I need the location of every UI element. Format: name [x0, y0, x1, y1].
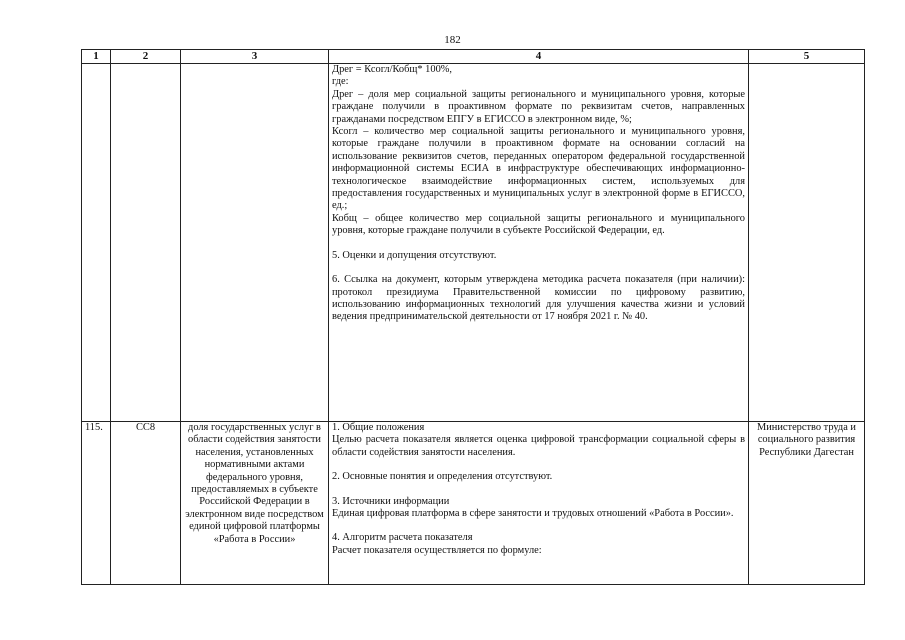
- header-col-3: 3: [181, 50, 329, 64]
- section-4-title: 4. Алгоритм расчета показателя: [332, 532, 473, 544]
- definition-dreg: Дрег – доля мер социальной защиты регионального и муниципального уровня, которые граждане получили в проактивном формате по реквизитам счетов, направленных гражданами посредством ЕПГУ в ЕГИССО в электронном виде, %;: [332, 88, 745, 125]
- definition-kobsch: Кобщ – общее количество мер социальной защиты регионального и муниципального уровня, которые граждане получили в субъекте Российской Федерации, ед.: [332, 212, 745, 237]
- section-2: 2. Основные понятия и определения отсутствуют.: [332, 471, 553, 483]
- header-row: [82, 50, 865, 64]
- where-line: где:: [332, 76, 349, 88]
- cell-code: СС8: [111, 422, 181, 585]
- section-3-text: Единая цифровая платформа в сфере занятости и трудовых отношений «Работа в России».: [332, 508, 734, 520]
- section-4-text: Расчет показателя осуществляется по формуле:: [332, 544, 542, 556]
- header-col-4: 4: [329, 50, 749, 64]
- section-6: 6. Ссылка на документ, которым утверждена методика расчета показателя (при наличии): протокол президиума Правительственной комиссии по цифровому развитию, использованию информационных технологий для улучшения качества жизни и условий ведения предпринимательской деятельности от 17 ноября 2021 г. № 40.: [332, 274, 745, 323]
- header-col-5: 5: [749, 50, 865, 64]
- formula-line: Дрег = Ксогл/Кобщ* 100%,: [332, 64, 453, 75]
- page-number: 182: [444, 34, 461, 46]
- cell-indicator: [181, 64, 329, 422]
- table-row-115: [82, 422, 865, 585]
- header-col-1: 1: [82, 50, 111, 64]
- indicator-table: [81, 49, 865, 585]
- cell-methodology: [329, 64, 749, 422]
- cell-responsible: [749, 64, 865, 422]
- table-row-continued: [82, 64, 865, 422]
- cell-responsible: Министерство труда и социального развития Республики Дагестан: [749, 422, 865, 585]
- cell-number: [82, 64, 111, 422]
- section-1-title: 1. Общие положения: [332, 422, 425, 433]
- cell-methodology: [329, 422, 749, 585]
- section-5: 5. Оценки и допущения отсутствуют.: [332, 249, 497, 261]
- section-1-text: Целью расчета показателя является оценка цифровой трансформации социальной сферы в области содействия занятости населения.: [332, 434, 745, 458]
- definition-ksogl: Ксогл – количество мер социальной защиты регионального и муниципального уровня, которые граждане получили в проактивном формате на основании согласий на использование реквизитов счетов, переданных оператором федеральной государственной информационной системы ЕСИА в инфраструктуре обеспечивающих информационно-технологическое взаимодействие информационных систем, используемых для предоставления государственных и муниципальных услуг в электронной форме в ЕГИССО, ед.;: [332, 126, 745, 212]
- header-col-2: 2: [111, 50, 181, 64]
- section-3-title: 3. Источники информации: [332, 495, 450, 507]
- cell-number: 115.: [82, 422, 111, 585]
- cell-code: [111, 64, 181, 422]
- cell-indicator: доля государственных услуг в области содействия занятости населения, установленных нормативными актами федерального уровня, предоставляемых в субъекте Российской Федерации в электронном виде посредством единой цифровой платформы «Работа в России»: [181, 422, 329, 585]
